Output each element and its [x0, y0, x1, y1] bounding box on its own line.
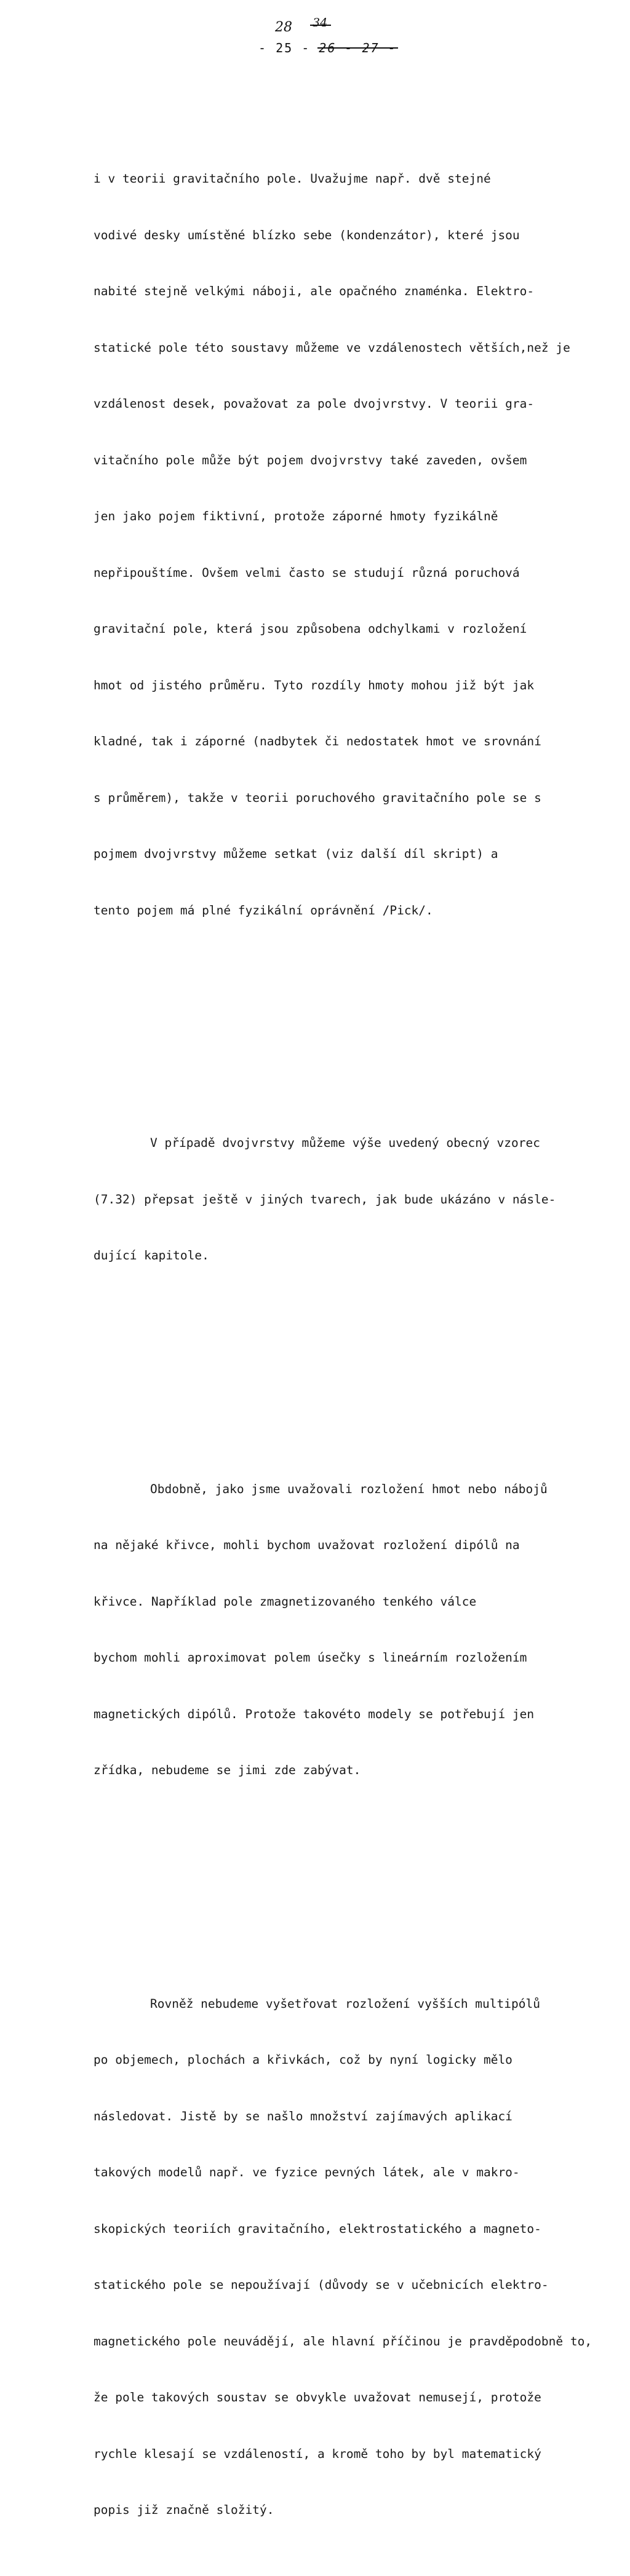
text-line: skopických teoriích gravitačního, elektrostatického a magneto- [94, 2221, 541, 2236]
handwritten-page-number: 28 [275, 20, 292, 35]
text-line: takových modelů např. ve fyzice pevných látek, ale v makro- [94, 2165, 520, 2179]
text-line: hmot od jistého průměru. Tyto rozdíly hmoty mohou již být jak [94, 678, 535, 692]
handwritten-struck-number: 34 [313, 16, 327, 30]
struck-page-number: 26 - 27 - [319, 41, 397, 55]
paragraph-gap [94, 1874, 623, 1901]
text-line: Obdobně, jako jsme uvažovali rozložení hmot nebo nábojů [150, 1481, 548, 1496]
text-line: magnetických dipólů. Protože takovéto modely se potřebují jen [94, 1706, 535, 1721]
text-line: na nějaké křivce, mohli bychom uvažovat rozložení dipólů na [94, 1538, 520, 1552]
text-line: statického pole se nepoužívají (důvody se v učebnicích elektro- [94, 2278, 549, 2292]
paragraph-3 [94, 1443, 623, 1818]
text-line: magnetického pole neuvádějí, ale hlavní příčinou je pravděpodobně to, [94, 2334, 592, 2348]
page-header [0, 16, 630, 59]
text-line: vzdálenost desek, považovat za pole dvojvrstvy. V teorii gra- [94, 397, 535, 411]
text-line: po objemech, plochách a křivkách, což by nyní logicky mělo [94, 2053, 512, 2067]
text-line: vodivé desky umístěné blízko sebe (kondenzátor), které jsou [94, 228, 520, 242]
text-line: kladné, tak i záporné (nadbytek či nedostatek hmot ve srovnání [94, 734, 541, 748]
text-line: křivce. Například pole zmagnetizovaného tenkého válce [94, 1594, 477, 1609]
text-line: následovat. Jistě by se našlo množství zajímavých aplikací [94, 2109, 512, 2123]
text-line: nepřipouštíme. Ovšem velmi často se studují různá poruchová [94, 565, 520, 580]
text-line: vitačního pole může být pojem dvojvrstvy také zaveden, ovšem [94, 453, 527, 467]
strike-line [310, 25, 331, 26]
text-line: Rovněž nebudeme vyšetřovat rozložení vyšších multipólů [150, 1996, 540, 2011]
page-number: - 25 - [258, 41, 311, 55]
text-line: popis již značně složitý. [94, 2503, 274, 2517]
text-line: statické pole této soustavy můžeme ve vzdálenostech větších,než je [94, 340, 570, 355]
text-line: nabité stejně velkými náboji, ale opačného znaménka. Elektro- [94, 284, 535, 298]
paragraph-2 [94, 1096, 623, 1303]
text-line: bychom mohli aproximovat polem úsečky s lineárním rozložením [94, 1651, 527, 1665]
text-line: zřídka, nebudeme se jimi zde zabývat. [94, 1763, 361, 1777]
paragraph-1 [94, 132, 623, 957]
text-line: že pole takových soustav se obvykle uvažovat nemusejí, protože [94, 2390, 541, 2404]
text-line: pojmem dvojvrstvy můžeme setkat (viz další díl skript) a [94, 847, 498, 861]
paragraph-gap [94, 1359, 623, 1386]
text-line: dující kapitole. [94, 1248, 209, 1262]
paragraph-gap [94, 1014, 623, 1040]
text-line: tento pojem má plné fyzikální oprávnění /Pick/. [94, 903, 433, 917]
text-line: V případě dvojvrstvy můžeme výše uvedený obecný vzorec [150, 1136, 540, 1150]
text-line: s průměrem), takže v teorii poruchového gravitačního pole se s [94, 790, 541, 805]
text-line: jen jako pojem fiktivní, protože záporné hmoty fyzikálně [94, 509, 498, 523]
text-line: gravitační pole, která jsou způsobena odchylkami v rozložení [94, 622, 527, 636]
paragraph-4 [94, 1957, 623, 2558]
text-line: rychle klesají se vzdáleností, a kromě toho by byl matematický [94, 2446, 541, 2461]
page-number-row [258, 41, 397, 55]
body-text [94, 95, 623, 2576]
text-line: (7.32) přepsat ještě v jiných tvarech, jak bude ukázáno v násle- [94, 1192, 556, 1207]
text-line: i v teorii gravitačního pole. Uvažujme např. dvě stejné [94, 172, 491, 186]
